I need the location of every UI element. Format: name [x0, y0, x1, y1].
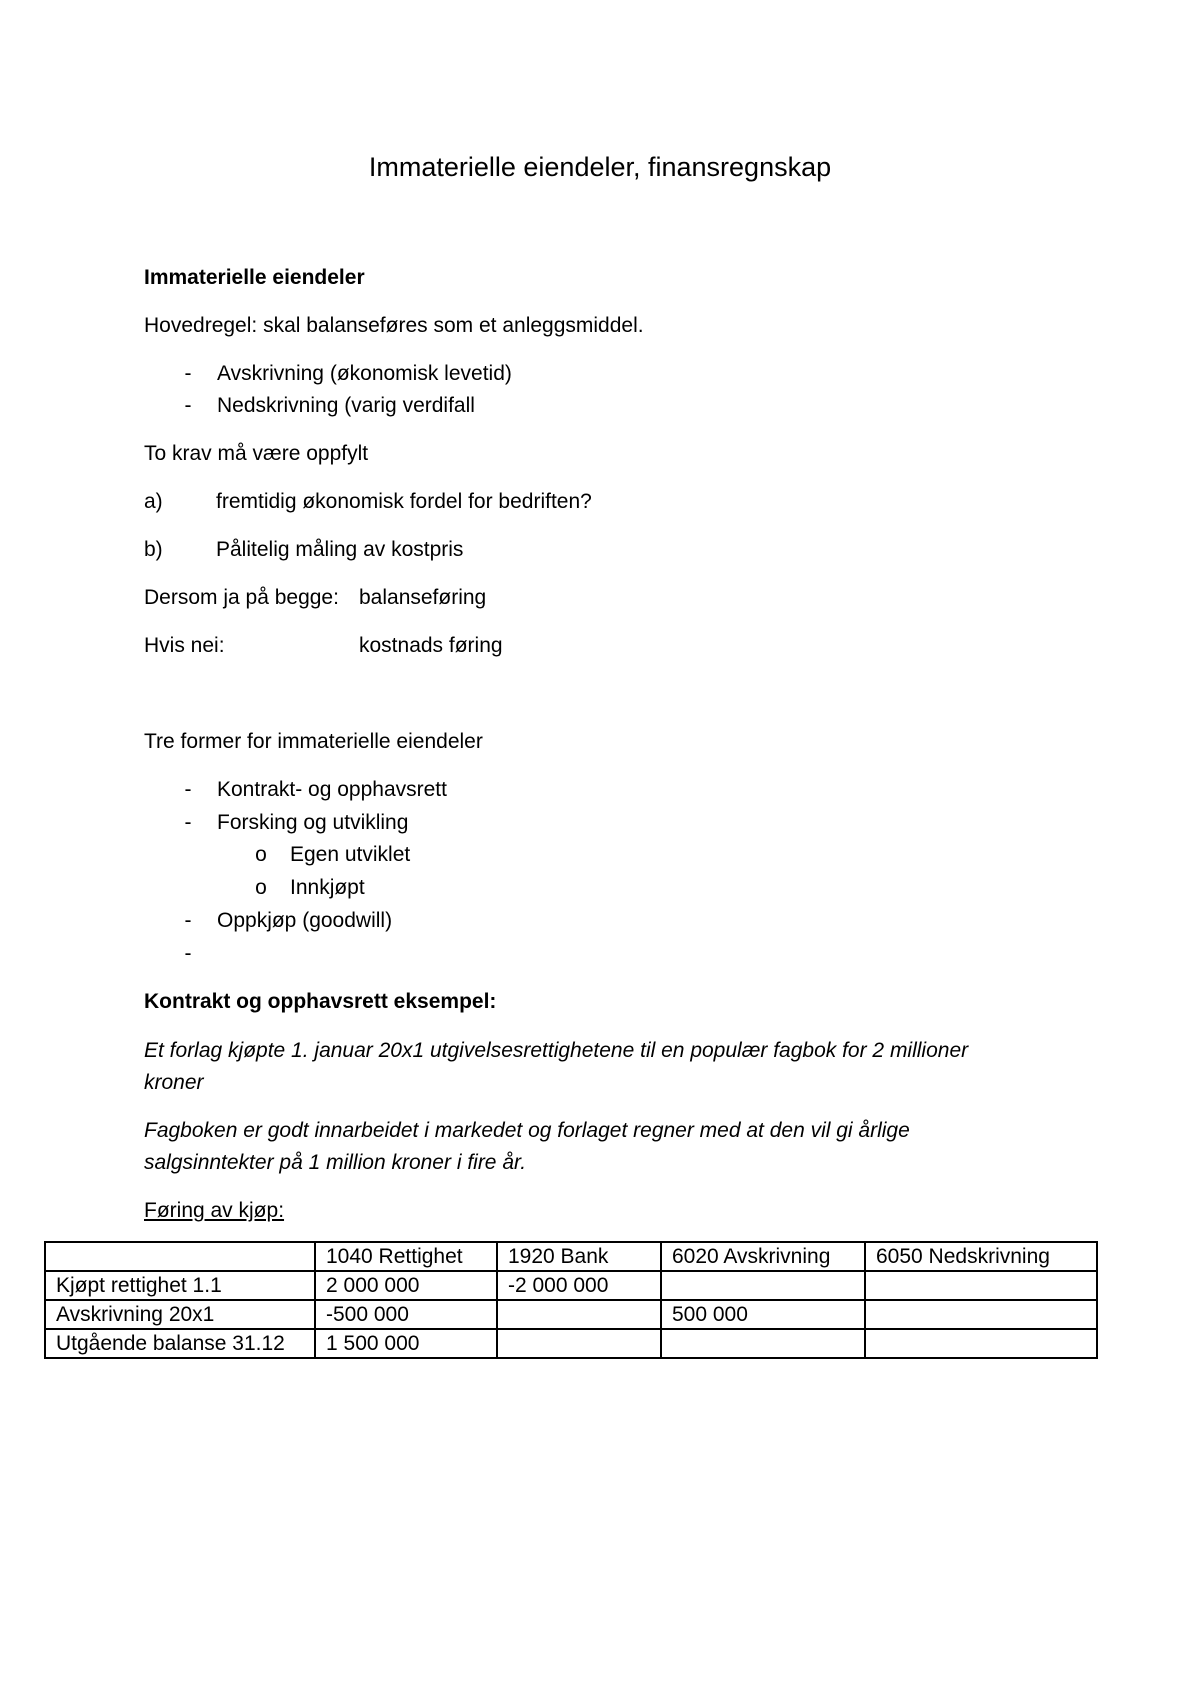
requirement-a-text: fremtidig økonomisk fordel for bedriften?: [216, 490, 592, 513]
table-cell: Utgående balanse 31.12: [45, 1329, 315, 1358]
outcome-no-value: kostnads føring: [359, 634, 503, 657]
table-cell: [865, 1271, 1097, 1300]
bullet-dash-empty: -: [184, 942, 192, 965]
bullet-kontrakt: Kontrakt- og opphavsrett: [217, 778, 447, 801]
table-caption: Føring av kjøp:: [144, 1199, 285, 1222]
bullet-avskrivning: Avskrivning (økonomisk levetid): [217, 362, 512, 385]
table-header-cell: 1040 Rettighet: [315, 1242, 497, 1271]
sub-bullet-innkjopt: Innkjøpt: [290, 876, 365, 899]
outcome-yes-label: Dersom ja på begge:: [144, 586, 339, 609]
table-cell: -2 000 000: [497, 1271, 661, 1300]
outcome-no-label: Hvis nei:: [144, 634, 225, 657]
requirement-marker-b: b): [144, 538, 163, 561]
example-heading: Kontrakt og opphavsrett eksempel:: [144, 990, 497, 1013]
example-paragraph2-line2: salgsinntekter på 1 million kroner i fire år.: [144, 1151, 527, 1174]
table-header-cell: 6050 Nedskrivning: [865, 1242, 1097, 1271]
bullet-forsking: Forsking og utvikling: [217, 811, 409, 834]
sub-bullet-circle: o: [255, 843, 267, 866]
table-row: [45, 1271, 1097, 1300]
table-cell: 2 000 000: [315, 1271, 497, 1300]
example-paragraph1-line2: kroner: [144, 1071, 204, 1094]
sub-bullet-egen-utviklet: Egen utviklet: [290, 843, 411, 866]
ledger-table: [44, 1241, 1098, 1359]
table-cell: -500 000: [315, 1300, 497, 1329]
bullet-oppkjop: Oppkjøp (goodwill): [217, 909, 393, 932]
table-row: [45, 1329, 1097, 1358]
table-cell: 500 000: [661, 1300, 865, 1329]
requirement-marker-a: a): [144, 490, 163, 513]
table-header-cell: [45, 1242, 315, 1271]
example-paragraph1-line1: Et forlag kjøpte 1. januar 20x1 utgivelsesrettighetene til en populær fagbok for 2 millioner: [144, 1039, 969, 1062]
main-rule-text: Hovedregel: skal balanseføres som et anleggsmiddel.: [144, 314, 644, 337]
example-paragraph2-line1: Fagboken er godt innarbeidet i markedet og forlaget regner med at den vil gi årlige: [144, 1119, 910, 1142]
table-cell: [497, 1329, 661, 1358]
bullet-dash: -: [184, 394, 192, 417]
section-heading-immaterielle: Immaterielle eiendeler: [144, 266, 365, 289]
bullet-dash: -: [184, 811, 192, 834]
table-header-cell: 1920 Bank: [497, 1242, 661, 1271]
forms-intro: Tre former for immaterielle eiendeler: [144, 730, 483, 753]
table-header-cell: 6020 Avskrivning: [661, 1242, 865, 1271]
table-cell: Avskrivning 20x1: [45, 1300, 315, 1329]
table-cell: [865, 1329, 1097, 1358]
sub-bullet-circle: o: [255, 876, 267, 899]
table-cell: Kjøpt rettighet 1.1: [45, 1271, 315, 1300]
requirements-intro: To krav må være oppfylt: [144, 442, 369, 465]
table-cell: [661, 1271, 865, 1300]
document-title: Immaterielle eiendeler, finansregnskap: [368, 152, 832, 182]
table-header-row: [45, 1242, 1097, 1271]
table-cell: [497, 1300, 661, 1329]
requirement-b-text: Pålitelig måling av kostpris: [216, 538, 464, 561]
table-cell: 1 500 000: [315, 1329, 497, 1358]
bullet-dash: -: [184, 362, 192, 385]
table-row: [45, 1300, 1097, 1329]
bullet-nedskrivning: Nedskrivning (varig verdifall: [217, 394, 475, 417]
bullet-dash: -: [184, 778, 192, 801]
bullet-dash: -: [184, 909, 192, 932]
outcome-yes-value: balanseføring: [359, 586, 487, 609]
table-cell: [865, 1300, 1097, 1329]
table-cell: [661, 1329, 865, 1358]
